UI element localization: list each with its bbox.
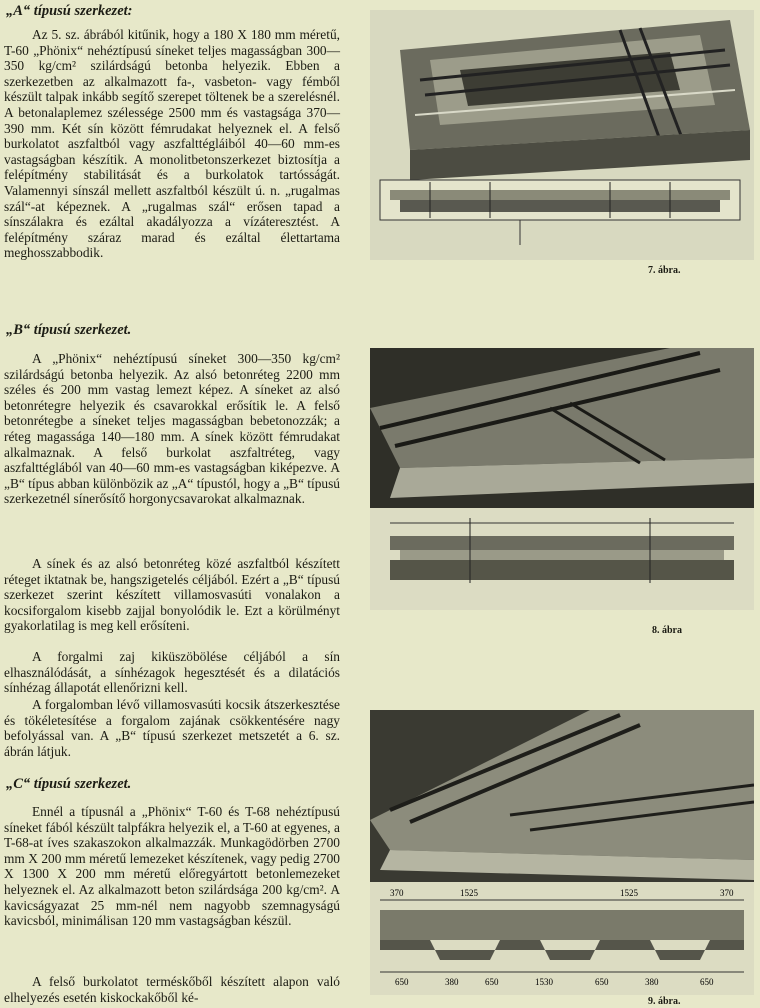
dimension-label: 380 bbox=[645, 977, 659, 987]
dimension-label: 650 bbox=[485, 977, 499, 987]
dimension-label: 650 bbox=[700, 977, 714, 987]
section-title-a: „A“ típusú szerkezet: bbox=[6, 3, 133, 19]
figure-9-photo bbox=[370, 710, 754, 995]
paragraph: A „Phönix“ nehéztípusú síneket 300—350 kg/cm² szilárdságú betonba helyezik. Az alsó betonréteg 2200 mm széles és 200 mm vastag lemezt képez. A síneket az alsó betonrétegre helyezik és csavarokkal erősítik le. A felső betonrétegbe a síneket teljes magasságban bebetonozzák; a réteg magassága 140—180 mm. A sínek között fémrudakat alkalmaznak. A felső burkolat aszfaltréteg, vagy aszfalttéglából van 40—60 mm-es vastagságban kiképezve. A „B“ típus abban különbözik az „A“ típustól, hogy a „B“ típusú szerkezetnél sínerősítő horgonycsavarokat alkalmaznak. bbox=[4, 351, 340, 507]
paragraph: Ennél a típusnál a „Phönix“ T-60 és T-68 nehéztípusú síneket fából készült talpfákra helyezik el, a T-60 at egyenes, a T-68-at íves szakaszokon alkalmazzák. Munkagödörben 2700 mm X 200 mm méretű lemezeket készítenek, vagy pedig 2700 X 1300 X 200 mm méretű előregyártott betonlemezeket helyeznek el. Az alkalmazott beton szilárdsága 200 kg/cm². A kavicságyazat 25 mm-nél nem nagyobb szemnagyságú kavicsból, minimálisan 120 mm vastagságban készül. bbox=[4, 804, 340, 929]
dimension-label: 650 bbox=[595, 977, 609, 987]
figure-7-caption: 7. ábra. bbox=[648, 265, 681, 276]
figure-9-caption: 9. ábra. bbox=[648, 996, 681, 1007]
figure-8-caption: 8. ábra bbox=[652, 625, 682, 636]
paragraph: A forgalmi zaj kiküszöbölése céljából a sín elhasználódását, a sínhézagok hegesztését és a dilatációs sínhézag állapotát ellenőrizni kell. bbox=[4, 649, 340, 696]
dimension-label: 370 bbox=[720, 888, 734, 898]
dimension-label: 1525 bbox=[620, 888, 638, 898]
paragraph: A felső burkolatot terméskőből készített alapon való elhelyezés esetén kiskockakőből ké- bbox=[4, 974, 340, 1005]
paragraph: Az 5. sz. ábrából kitűnik, hogy a 180 X 180 mm méretű, T-60 „Phönix“ nehéztípusú síneket teljes magasságban 300—350 kg/cm² szilárdságú betonba helyezik. Ebben a szerkezetben az alkalmazott fa-, vasbeton- vagy fémből készült talpak inkább segítő szerepet töltenek be a szerelésnél. A betonalaplemez szélessége 2500 mm és vastagsága 370—390 mm. Két sín között fémrudakat helyeznek el. A felső burkolatot aszfaltból vagy aszfalttégláiból 40—60 mm-es vastagságban készítik. A monolitbetonszerkezet biztosítja a felépítmény stabilitását és a burkolatok tartósságát. Valamennyi sínszál mellett aszfaltból készült ú. n. „rugalmas szál“-at képeznek. A „rugalmas szál“ erősen tapad a sínszálakra és ezáltal akadályozza a vízáteresztést. A felépítmény száraz marad és ezáltal élettartama meghosszabbodik. bbox=[4, 27, 340, 261]
figure-7-photo bbox=[370, 10, 754, 260]
section-title-c: „C“ típusú szerkezet. bbox=[6, 776, 132, 792]
dimension-label: 1530 bbox=[535, 977, 553, 987]
dimension-label: 380 bbox=[445, 977, 459, 987]
dimension-label: 650 bbox=[395, 977, 409, 987]
dimension-label: 370 bbox=[390, 888, 404, 898]
paragraph: A forgalomban lévő villamosvasúti kocsik átszerkesztése és tökéletesítése a forgalom zajának csökkentésére nagy befolyással van. A „B“ típusú szerkezet metszetét a 6. sz. ábrán látjuk. bbox=[4, 697, 340, 759]
paragraph: A sínek és az alsó betonréteg közé aszfaltból készített réteget iktatnak be, hangszigetelés céljából. Ezért a „B“ típusú szerkezet szerint készített villamosvasúti vonalakon a kocsiforgalom kisebb zajjal bonyolódik le. Ezt a körülményt gyakorlatilag is meg kell erősíteni. bbox=[4, 556, 340, 634]
section-title-b: „B“ típusú szerkezet. bbox=[6, 322, 132, 338]
dimension-label: 1525 bbox=[460, 888, 478, 898]
figure-8-photo bbox=[370, 348, 754, 610]
